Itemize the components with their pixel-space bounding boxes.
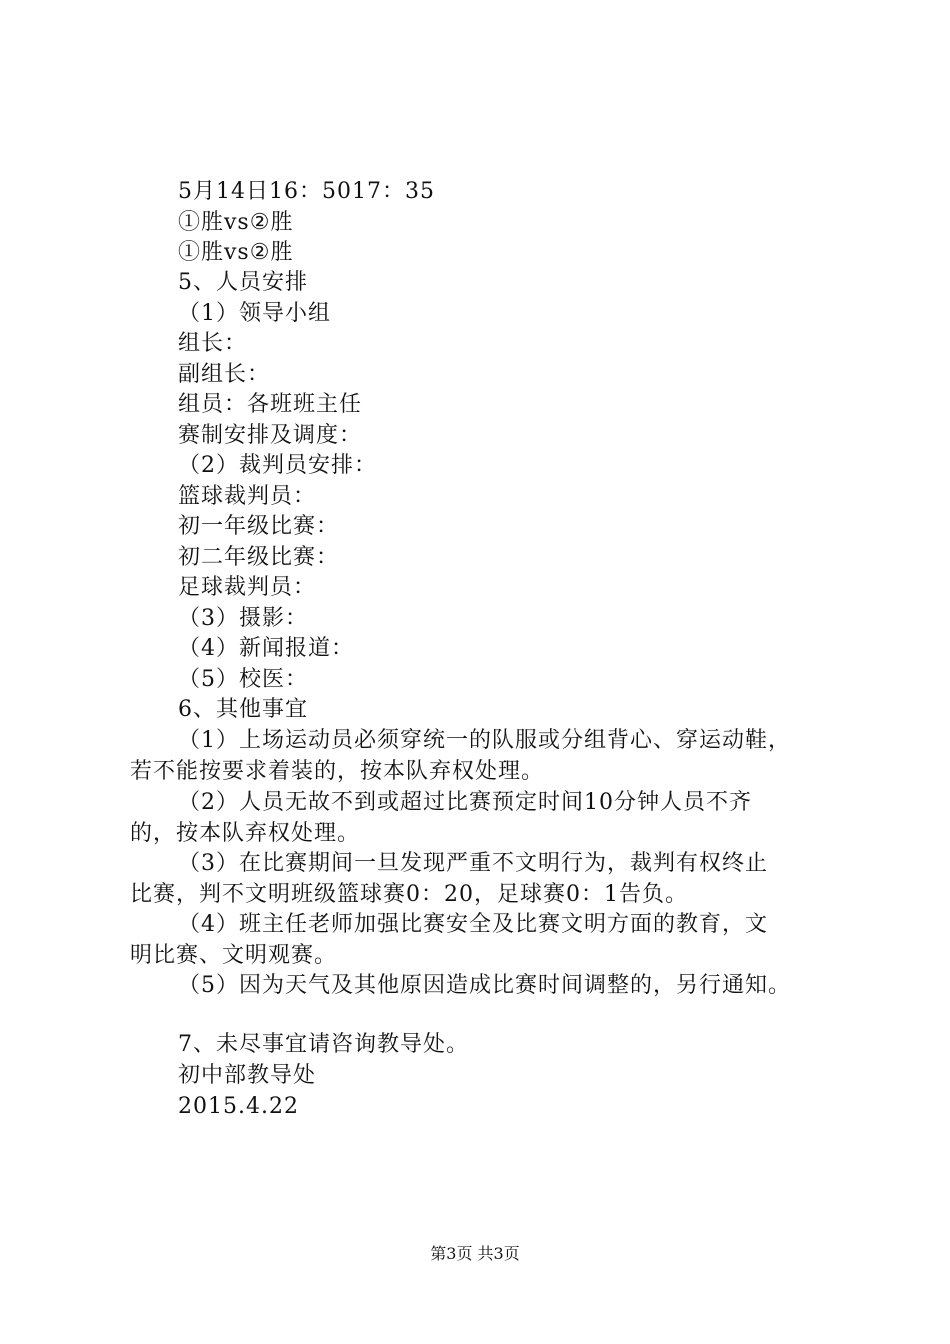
text-line: 初一年级比赛： — [178, 514, 340, 539]
text-line: 组员：各班班主任 — [178, 392, 363, 417]
text-line: 篮球裁判员： — [178, 484, 317, 509]
sub-heading-news: （4）新闻报道： — [178, 636, 354, 661]
section-heading-other: 6、其他事宜 — [178, 697, 308, 722]
rule-paragraph — [130, 787, 830, 849]
text-line: 赛制安排及调度： — [178, 423, 363, 448]
match-line: ①胜vs②胜 — [178, 210, 294, 235]
match-line: ①胜vs②胜 — [178, 240, 294, 265]
paragraph-line: （1）上场运动员必须穿统一的队服或分组背心、穿运动鞋， — [178, 728, 791, 753]
paragraph-line: 若不能按要求着装的，按本队弃权处理。 — [130, 759, 545, 784]
text-line: 副组长： — [178, 362, 271, 387]
rule-paragraph — [130, 725, 830, 787]
schedule-time-line: 5月14日16：5017：35 — [178, 179, 435, 204]
rule-paragraph — [130, 909, 830, 971]
sub-heading-doctor: （5）校医： — [178, 667, 308, 692]
paragraph-line: 的，按本队弃权处理。 — [130, 821, 361, 846]
closing-note: 7、未尽事宜请咨询教导处。 — [178, 1032, 469, 1057]
paragraph-line: （4）班主任老师加强比赛安全及比赛文明方面的教育，文 — [178, 912, 768, 937]
text-line: 足球裁判员： — [178, 575, 317, 600]
paragraph-line: 比赛，判不文明班级篮球赛0：20，足球赛0：1告负。 — [130, 882, 688, 907]
sub-heading-leadership: （1）领导小组 — [178, 301, 331, 326]
page-footer: 第3页 共3页 — [430, 1244, 520, 1263]
signature-office: 初中部教导处 — [178, 1063, 317, 1088]
text-line: 组长： — [178, 331, 248, 356]
paragraph-line: 明比赛、文明观赛。 — [130, 943, 338, 968]
paragraph-line: （5）因为天气及其他原因造成比赛时间调整的，另行通知。 — [178, 973, 791, 998]
text-line: 初二年级比赛： — [178, 545, 340, 570]
sub-heading-referees: （2）裁判员安排： — [178, 453, 377, 478]
paragraph-line: （3）在比赛期间一旦发现严重不文明行为，裁判有权终止 — [178, 851, 768, 876]
rule-paragraph — [130, 970, 830, 1001]
section-heading-staff: 5、人员安排 — [178, 270, 308, 295]
signature-date: 2015.4.22 — [178, 1094, 299, 1119]
sub-heading-photography: （3）摄影： — [178, 606, 308, 631]
paragraph-line: （2）人员无故不到或超过比赛预定时间10分钟人员不齐 — [178, 790, 752, 815]
rule-paragraph — [130, 848, 830, 910]
